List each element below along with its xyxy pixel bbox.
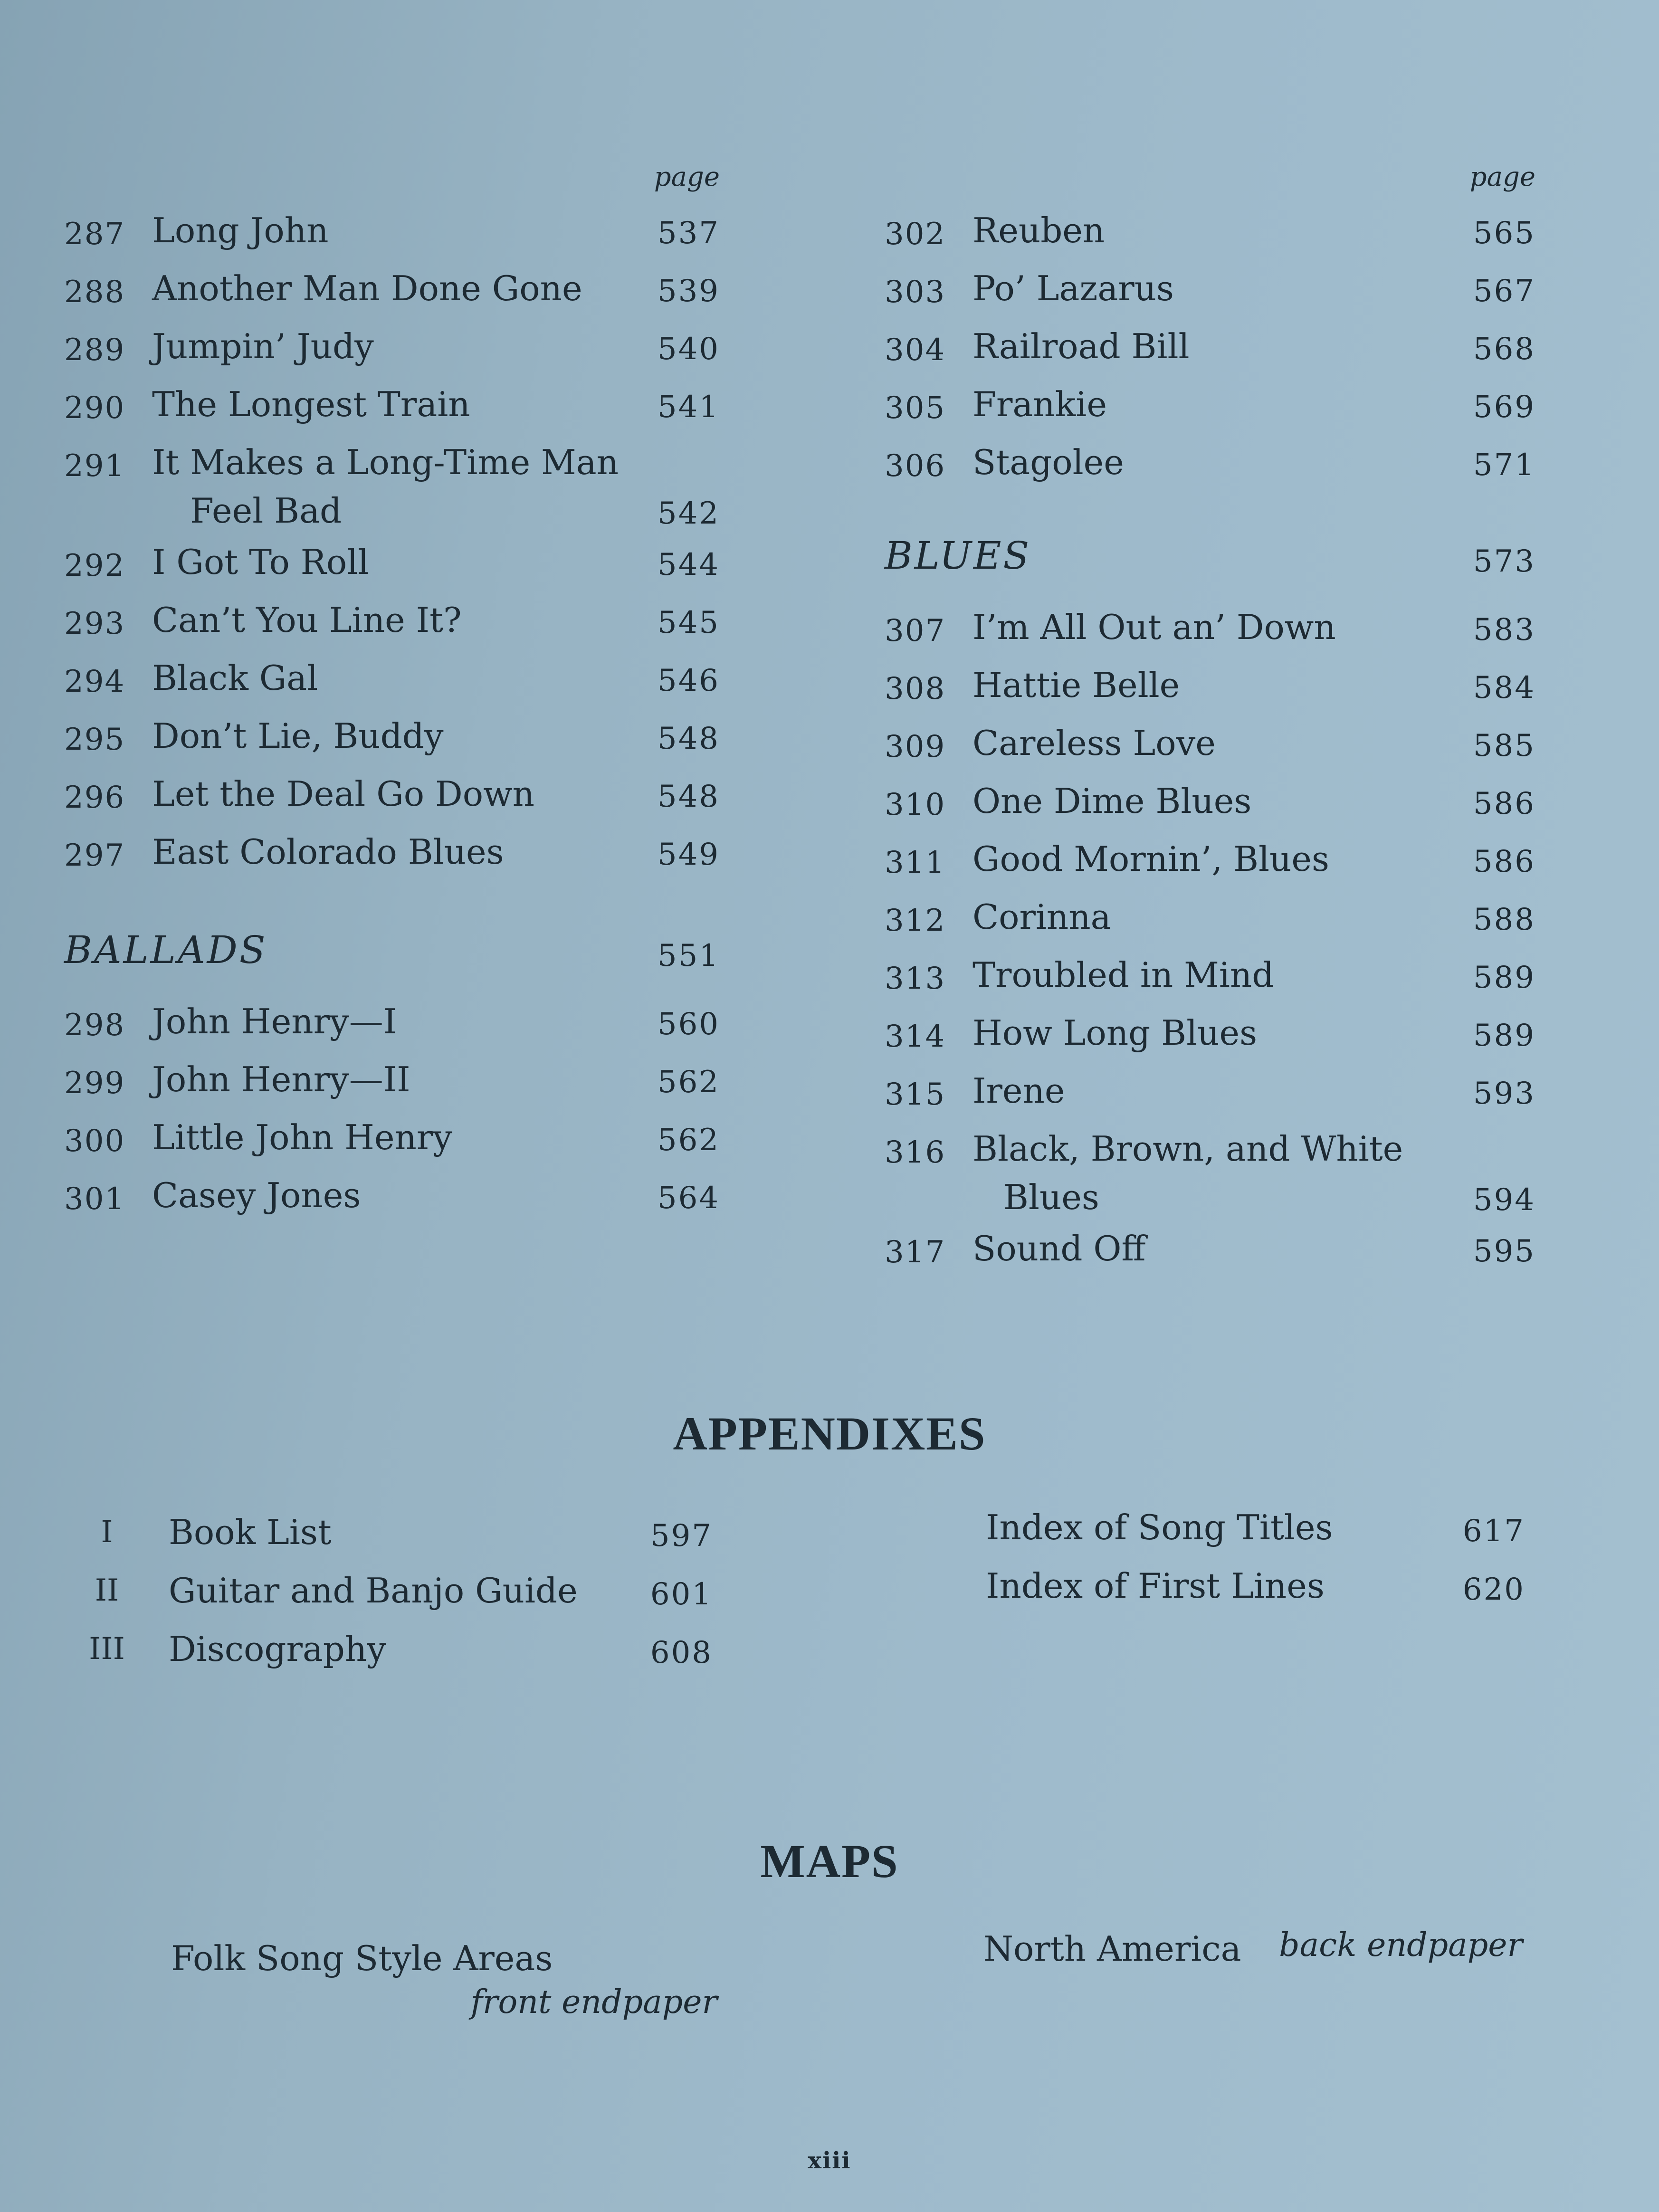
section-page: 573 xyxy=(1473,544,1535,579)
toc-entry xyxy=(64,596,720,654)
entry-page: 564 xyxy=(657,1181,720,1216)
entry-number: 308 xyxy=(885,671,946,706)
entry-title: Casey Jones xyxy=(152,1175,361,1215)
toc-entry xyxy=(885,1125,1535,1225)
toc-entry xyxy=(64,439,720,538)
section-title: BLUES xyxy=(885,534,1031,578)
entry-title: John Henry—II xyxy=(152,1059,410,1099)
appendixes-heading: APPENDIXES xyxy=(673,1407,986,1460)
entry-page: 583 xyxy=(1473,612,1535,648)
entry-number: 292 xyxy=(64,548,125,583)
entry-page: 540 xyxy=(657,332,720,367)
entry-title: Careless Love xyxy=(973,723,1216,763)
entry-title: Corinna xyxy=(973,897,1111,937)
map-title: Folk Song Style Areas xyxy=(171,1938,553,1978)
entry-page: 546 xyxy=(657,663,720,698)
page-label: page xyxy=(654,162,720,192)
entry-page: 560 xyxy=(657,1007,720,1042)
entry-title: It Makes a Long-Time Man xyxy=(152,442,619,482)
entry-number: 314 xyxy=(885,1019,946,1054)
entry-title: Railroad Bill xyxy=(973,326,1190,366)
entry-page: 584 xyxy=(1473,670,1535,706)
index-title: Index of First Lines xyxy=(986,1566,1325,1606)
map-entry xyxy=(171,1938,717,2033)
toc-entry xyxy=(64,828,720,886)
entry-title: The Longest Train xyxy=(152,384,470,424)
toc-entry xyxy=(64,323,720,381)
section-header-ballads xyxy=(64,919,720,998)
entry-title: Irene xyxy=(973,1071,1065,1111)
entry-title: Jumpin’ Judy xyxy=(152,326,374,366)
entry-page: 589 xyxy=(1473,1018,1535,1053)
entry-title: Don’t Lie, Buddy xyxy=(152,716,444,756)
entry-number: 300 xyxy=(64,1124,125,1159)
entry-number: 297 xyxy=(64,838,125,873)
right-column xyxy=(885,162,1535,1283)
entry-page: 539 xyxy=(657,274,720,309)
entry-number: 289 xyxy=(64,333,125,368)
entry-title: Let the Deal Go Down xyxy=(152,774,535,814)
entry-title: Reuben xyxy=(973,210,1105,250)
appendixes-right-list xyxy=(986,1504,1525,1621)
entry-page: 589 xyxy=(1473,960,1535,995)
entry-number: 296 xyxy=(64,780,125,815)
page-column-header xyxy=(885,162,1535,207)
entry-title: John Henry—I xyxy=(152,1001,397,1041)
section-page: 551 xyxy=(657,938,720,973)
appendix-entry xyxy=(81,1508,713,1567)
toc-entry xyxy=(64,1114,720,1172)
entry-number: 313 xyxy=(885,961,946,996)
entry-page: 549 xyxy=(657,837,720,872)
toc-entry xyxy=(64,770,720,828)
entry-title: How Long Blues xyxy=(973,1013,1258,1053)
left-column xyxy=(64,162,720,1230)
entry-page: 594 xyxy=(1473,1182,1535,1218)
entry-page: 567 xyxy=(1473,274,1535,309)
entry-title: East Colorado Blues xyxy=(152,832,504,872)
entry-page: 537 xyxy=(657,216,720,251)
entry-number: 298 xyxy=(64,1008,125,1043)
entry-page: 548 xyxy=(657,779,720,814)
section-header-blues xyxy=(885,525,1535,603)
entry-page: 544 xyxy=(657,547,720,582)
map-entry xyxy=(983,1926,1523,1986)
toc-entry xyxy=(885,1225,1535,1283)
entry-number: 299 xyxy=(64,1066,125,1101)
entry-number: 302 xyxy=(885,217,946,252)
toc-entry xyxy=(885,835,1535,893)
entry-page: 595 xyxy=(1473,1234,1535,1269)
entry-title: Po’ Lazarus xyxy=(973,268,1174,308)
entry-number: 311 xyxy=(885,845,946,880)
entry-title: Little John Henry xyxy=(152,1117,452,1157)
entry-title: Sound Off xyxy=(973,1229,1146,1268)
map-location: back endpaper xyxy=(1279,1926,1523,1964)
entry-number: 312 xyxy=(885,903,946,938)
index-page: 617 xyxy=(1462,1514,1525,1549)
entry-page: 586 xyxy=(1473,844,1535,879)
appendix-number: II xyxy=(95,1573,119,1608)
toc-entry xyxy=(885,893,1535,951)
entry-number: 315 xyxy=(885,1077,946,1112)
map-location: front endpaper xyxy=(470,1983,717,2021)
map-title: North America xyxy=(983,1929,1241,1969)
toc-entry xyxy=(885,1009,1535,1067)
entry-number: 306 xyxy=(885,448,946,484)
entry-number: 288 xyxy=(64,275,125,310)
entry-title: I’m All Out an’ Down xyxy=(973,607,1336,647)
index-page: 620 xyxy=(1462,1572,1525,1607)
entry-title: Black, Brown, and White xyxy=(973,1129,1403,1169)
toc-entry xyxy=(885,323,1535,381)
page-column-header xyxy=(64,162,720,207)
entry-page: 586 xyxy=(1473,786,1535,821)
toc-entry xyxy=(64,207,720,265)
entry-page: 565 xyxy=(1473,216,1535,251)
appendix-number: III xyxy=(89,1631,125,1667)
toc-entry xyxy=(885,1067,1535,1125)
toc-entry xyxy=(64,654,720,712)
entry-title: Another Man Done Gone xyxy=(152,268,582,308)
entry-number: 316 xyxy=(885,1135,946,1170)
toc-entry xyxy=(885,439,1535,496)
entry-number: 317 xyxy=(885,1235,946,1270)
toc-entry xyxy=(64,998,720,1056)
page-number: xiii xyxy=(808,2147,851,2174)
maps-heading: MAPS xyxy=(760,1835,899,1888)
entry-title: Can’t You Line It? xyxy=(152,600,462,640)
entry-number: 293 xyxy=(64,606,125,641)
entry-number: 310 xyxy=(885,787,946,822)
entry-title: Hattie Belle xyxy=(973,665,1180,705)
entry-number: 303 xyxy=(885,275,946,310)
index-entry xyxy=(986,1562,1525,1621)
entry-number: 291 xyxy=(64,448,125,484)
entry-number: 301 xyxy=(64,1182,125,1217)
entry-number: 309 xyxy=(885,729,946,764)
appendix-page: 608 xyxy=(650,1635,713,1670)
entry-title: Frankie xyxy=(973,384,1107,424)
entry-page: 588 xyxy=(1473,902,1535,937)
entry-page: 569 xyxy=(1473,390,1535,425)
toc-entry xyxy=(64,712,720,770)
toc-entry xyxy=(885,951,1535,1009)
entry-page: 562 xyxy=(657,1123,720,1158)
toc-entry xyxy=(64,381,720,439)
appendix-title: Book List xyxy=(169,1512,332,1552)
section-title: BALLADS xyxy=(64,928,267,972)
toc-entry xyxy=(64,538,720,596)
entry-number: 290 xyxy=(64,391,125,426)
entry-title: Black Gal xyxy=(152,658,318,698)
toc-entry xyxy=(885,719,1535,777)
toc-entry xyxy=(64,265,720,323)
appendix-number: I xyxy=(101,1515,113,1550)
toc-entry xyxy=(885,603,1535,661)
entry-page: 545 xyxy=(657,605,720,640)
entry-page: 548 xyxy=(657,721,720,756)
entry-title: Troubled in Mind xyxy=(973,955,1274,995)
entry-number: 294 xyxy=(64,664,125,699)
page-label: page xyxy=(1469,162,1535,192)
entry-page: 568 xyxy=(1473,332,1535,367)
toc-entry xyxy=(64,1172,720,1230)
entry-number: 295 xyxy=(64,722,125,757)
toc-entry xyxy=(885,777,1535,835)
entry-title: Stagolee xyxy=(973,442,1124,482)
toc-entry xyxy=(885,661,1535,719)
entry-title: One Dime Blues xyxy=(973,781,1252,821)
appendix-title: Guitar and Banjo Guide xyxy=(169,1571,578,1611)
index-title: Index of Song Titles xyxy=(986,1507,1333,1547)
entry-title: Good Mornin’, Blues xyxy=(973,839,1329,879)
appendix-entry xyxy=(81,1625,713,1684)
entry-page: 585 xyxy=(1473,728,1535,763)
entry-page: 593 xyxy=(1473,1076,1535,1111)
toc-entry xyxy=(885,265,1535,323)
entry-title: Long John xyxy=(152,210,329,250)
appendixes-left-list xyxy=(81,1508,713,1684)
entry-title: I Got To Roll xyxy=(152,542,369,582)
entry-title-continuation: Blues xyxy=(1003,1177,1099,1217)
entry-page: 542 xyxy=(657,496,720,531)
appendix-title: Discography xyxy=(169,1629,386,1669)
toc-entry xyxy=(64,1056,720,1114)
toc-entry xyxy=(885,207,1535,265)
toc-entry xyxy=(885,381,1535,439)
index-entry xyxy=(986,1504,1525,1562)
entry-number: 304 xyxy=(885,333,946,368)
entry-title-continuation: Feel Bad xyxy=(190,491,342,531)
entry-page: 562 xyxy=(657,1065,720,1100)
entry-number: 305 xyxy=(885,391,946,426)
entry-page: 571 xyxy=(1473,448,1535,483)
entry-page: 541 xyxy=(657,390,720,425)
appendix-page: 601 xyxy=(650,1577,713,1612)
entry-number: 307 xyxy=(885,613,946,648)
appendix-page: 597 xyxy=(650,1518,713,1554)
entry-number: 287 xyxy=(64,217,125,252)
appendix-entry xyxy=(81,1567,713,1625)
